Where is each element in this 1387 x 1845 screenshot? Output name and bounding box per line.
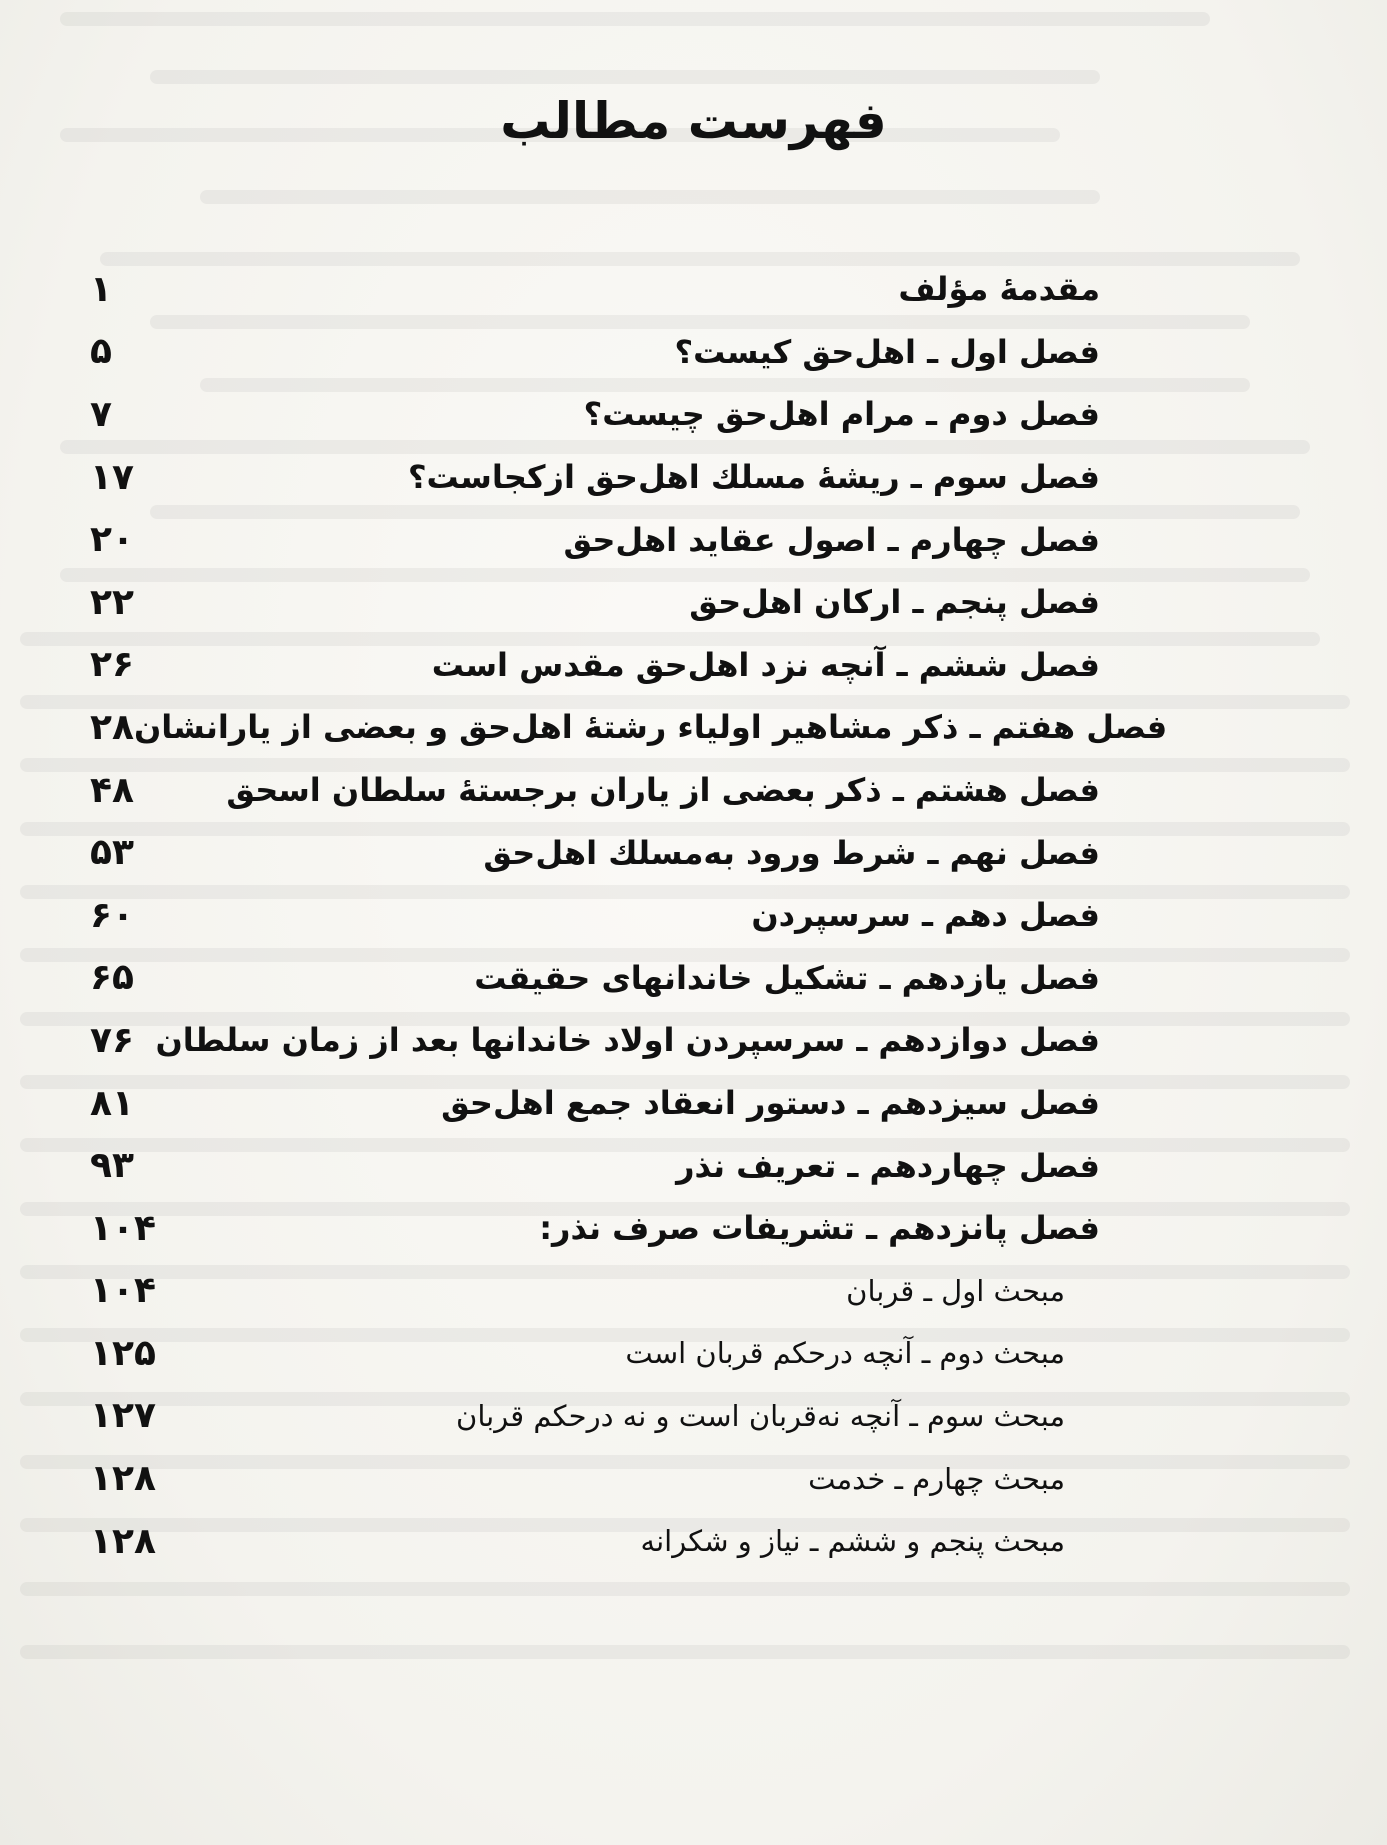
toc-entry [90,508,1100,571]
toc-entry-title: فصل ششم ـ آنچه نزد اهل‌حق مقدس است [431,645,1100,684]
toc-page-number: ۲۶ [90,644,134,686]
toc-page-number: ۱ [90,268,112,310]
toc-entry-title: فصل سوم ـ ریشهٔ مسلك اهل‌حق ازکجاست؟ [407,458,1100,497]
toc-page-number: ۱۲۵ [90,1332,156,1374]
toc-page-number: ۱۲۷ [90,1395,156,1437]
toc-entry [90,571,1100,634]
toc-subentry [90,1385,1100,1448]
toc-entry-title: فصل هشتم ـ ذکر بعضی از یاران برجستهٔ سلطان اسحق [226,771,1100,810]
toc-subentry [90,1260,1100,1323]
toc-page-number: ۱۰۴ [90,1270,156,1312]
toc-subentry [90,1510,1100,1573]
toc-page-number: ۱۷ [90,456,134,498]
toc-page-number: ۷ [90,393,112,435]
toc-entry [90,258,1100,321]
toc-page-number: ۶۰ [90,894,134,936]
toc-page-number: ۲۸ [90,706,134,748]
toc-entry-title: مبحث سوم ـ آنچه نه‌قربان است و نه درحکم قربان [456,1398,1065,1433]
toc-entry [90,1009,1100,1072]
toc-entry-title: فصل نهم ـ شرط ورود به‌مسلك اهل‌حق [483,833,1100,872]
toc-entry [90,321,1100,384]
toc-entry-title: فصل چهاردهم ـ تعریف نذر [676,1146,1100,1185]
toc-entry [90,884,1100,947]
toc-page-number: ۹۳ [90,1145,134,1187]
toc-entry-title: مبحث دوم ـ آنچه درحکم قربان است [625,1336,1065,1371]
table-of-contents [90,258,1168,1572]
toc-entry [90,634,1100,697]
toc-page-number: ۱۲۸ [90,1458,156,1500]
toc-page-number: ۷۶ [90,1019,134,1061]
toc-entry-title: فصل یازدهم ـ تشکیل خاندانهای حقیقت [474,958,1100,997]
toc-entry-title: فصل چهارم ـ اصول عقاید اهل‌حق [563,520,1100,559]
toc-entry-title: فصل هفتم ـ ذکر مشاهیر اولیاء رشتهٔ اهل‌حق و بعضی از یارانشان [133,708,1168,747]
toc-subentry [90,1322,1100,1385]
toc-page-number: ۶۵ [90,957,134,999]
toc-entry [90,446,1100,509]
toc-page-number: ۵۳ [90,832,134,874]
toc-entry [90,821,1100,884]
toc-entry-title: فصل اول ـ اهل‌حق کیست؟ [674,332,1100,371]
toc-entry-title: فصل پنجم ـ ارکان اهل‌حق [689,583,1100,622]
toc-subentry [90,1447,1100,1510]
toc-entry-title: مبحث پنجم و ششم ـ نیاز و شکرانه [640,1524,1065,1559]
toc-entry-title: مبحث اول ـ قربان [846,1273,1065,1308]
toc-page-number: ۵ [90,331,112,373]
toc-entry [90,1072,1100,1135]
toc-page-number: ۲۲ [90,581,134,623]
toc-page-number: ۸۱ [90,1082,134,1124]
toc-page-number: ۱۲۸ [90,1520,156,1562]
toc-entry-title: فصل پانزدهم ـ تشریفات صرف نذر: [539,1209,1100,1248]
toc-entry-title: مقدمهٔ مؤلف [898,270,1100,309]
toc-entry-title: فصل دوازدهم ـ سرسپردن اولاد خاندانها بعد از زمان سلطان [155,1021,1100,1060]
toc-entry [90,947,1100,1010]
toc-entry-title: فصل دوم ـ مرام اهل‌حق چیست؟ [583,395,1100,434]
toc-entry-title: فصل دهم ـ سرسپردن [751,896,1100,935]
toc-entry [90,383,1100,446]
toc-entry-title: فصل سیزدهم ـ دستور انعقاد جمع اهل‌حق [441,1084,1100,1123]
toc-entry [90,1134,1100,1197]
toc-entry [90,696,1168,759]
toc-entry [90,1197,1100,1260]
toc-page-number: ۲۰ [90,519,134,561]
page-title: فهرست مطالب [500,92,887,150]
toc-page-number: ۴۸ [90,769,134,811]
toc-entry-title: مبحث چهارم ـ خدمت [808,1461,1065,1496]
toc-entry [90,759,1100,822]
toc-page-number: ۱۰۴ [90,1207,156,1249]
